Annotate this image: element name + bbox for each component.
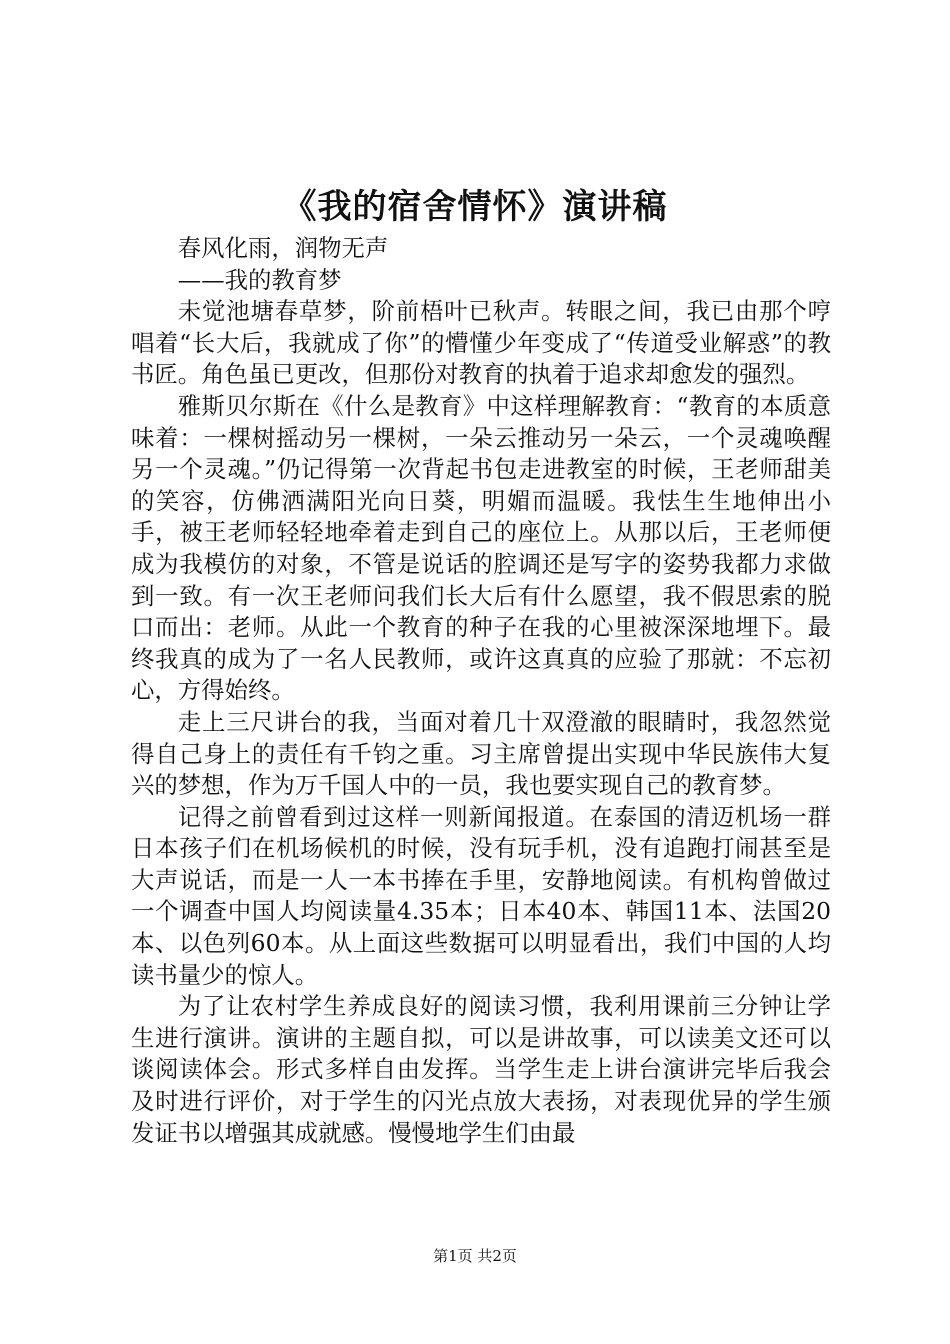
document-title: 《我的宿舍情怀》演讲稿 (282, 187, 668, 227)
subtitle-dash-line: ——我的教育梦 (177, 265, 342, 294)
paragraph: 为了让农村学生养成良好的阅读习惯，我利用课前三分钟让学生进行演讲。演讲的主题自拟，可以是讲故事，可以读美文还可以谈阅读体会。形式多样自由发挥。当学生走上讲台演讲完毕后我会及时进行评价，对于学生的闪光点放大表扬，对表现优异的学生颁发证书以增强其成就感。慢慢地学生们由最 (131, 992, 831, 1147)
paragraph: 走上三尺讲台的我，当面对着几十双澄澈的眼睛时，我忽然觉得自己身上的责任有千钧之重。习主席曾提出实现中华民族伟大复兴的梦想，作为万千国人中的一员，我也要实现自己的教育梦。 (131, 707, 831, 800)
page-footer: 第1页 共2页 (433, 1247, 517, 1265)
subtitle-line: 春风化雨，润物无声 (177, 234, 389, 262)
paragraph: 未觉池塘春草梦，阶前梧叶已秋声。转眼之间，我已由那个哼唱着“长大后，我就成了你”的懵懂少年变成了“传道受业解惑”的教书匠。角色虽已更改，但那份对教育的执着于追求却愈发的强烈。 (131, 297, 831, 389)
paragraph: 记得之前曾看到过这样一则新闻报道。在泰国的清迈机场一群日本孩子们在机场候机的时候，没有玩手机，没有追跑打闹甚至是大声说话，而是一人一本书捧在手里，安静地阅读。有机构曾做过一个调查中国人均阅读量4.35本；日本40本、韩国11本、法国20本、以色列60本。从上面这些数据可以明显看出，我们中国的人均读书量少的惊人。 (131, 802, 831, 989)
paragraph: 雅斯贝尔斯在《什么是教育》中这样理解教育：“教育的本质意味着：一棵树摇动另一棵树，一朵云推动另一朵云，一个灵魂唤醒另一个灵魂。”仍记得第一次背起书包走进教室的时候，王老师甜美的笑容，仿佛洒满阳光向日葵，明媚而温暖。我怯生生地伸出小手，被王老师轻轻地牵着走到自己的座位上。从那以后，王老师便成为我模仿的对象，不管是说话的腔调还是写字的姿势我都力求做到一致。有一次王老师问我们长大后有什么愿望，我不假思索的脱口而出：老师。从此一个教育的种子在我的心里被深深地埋下。最终我真的成为了一名人民教师，或许这真真的应验了那就：不忘初心，方得始终。 (131, 391, 831, 705)
document-body (131, 233, 831, 1149)
